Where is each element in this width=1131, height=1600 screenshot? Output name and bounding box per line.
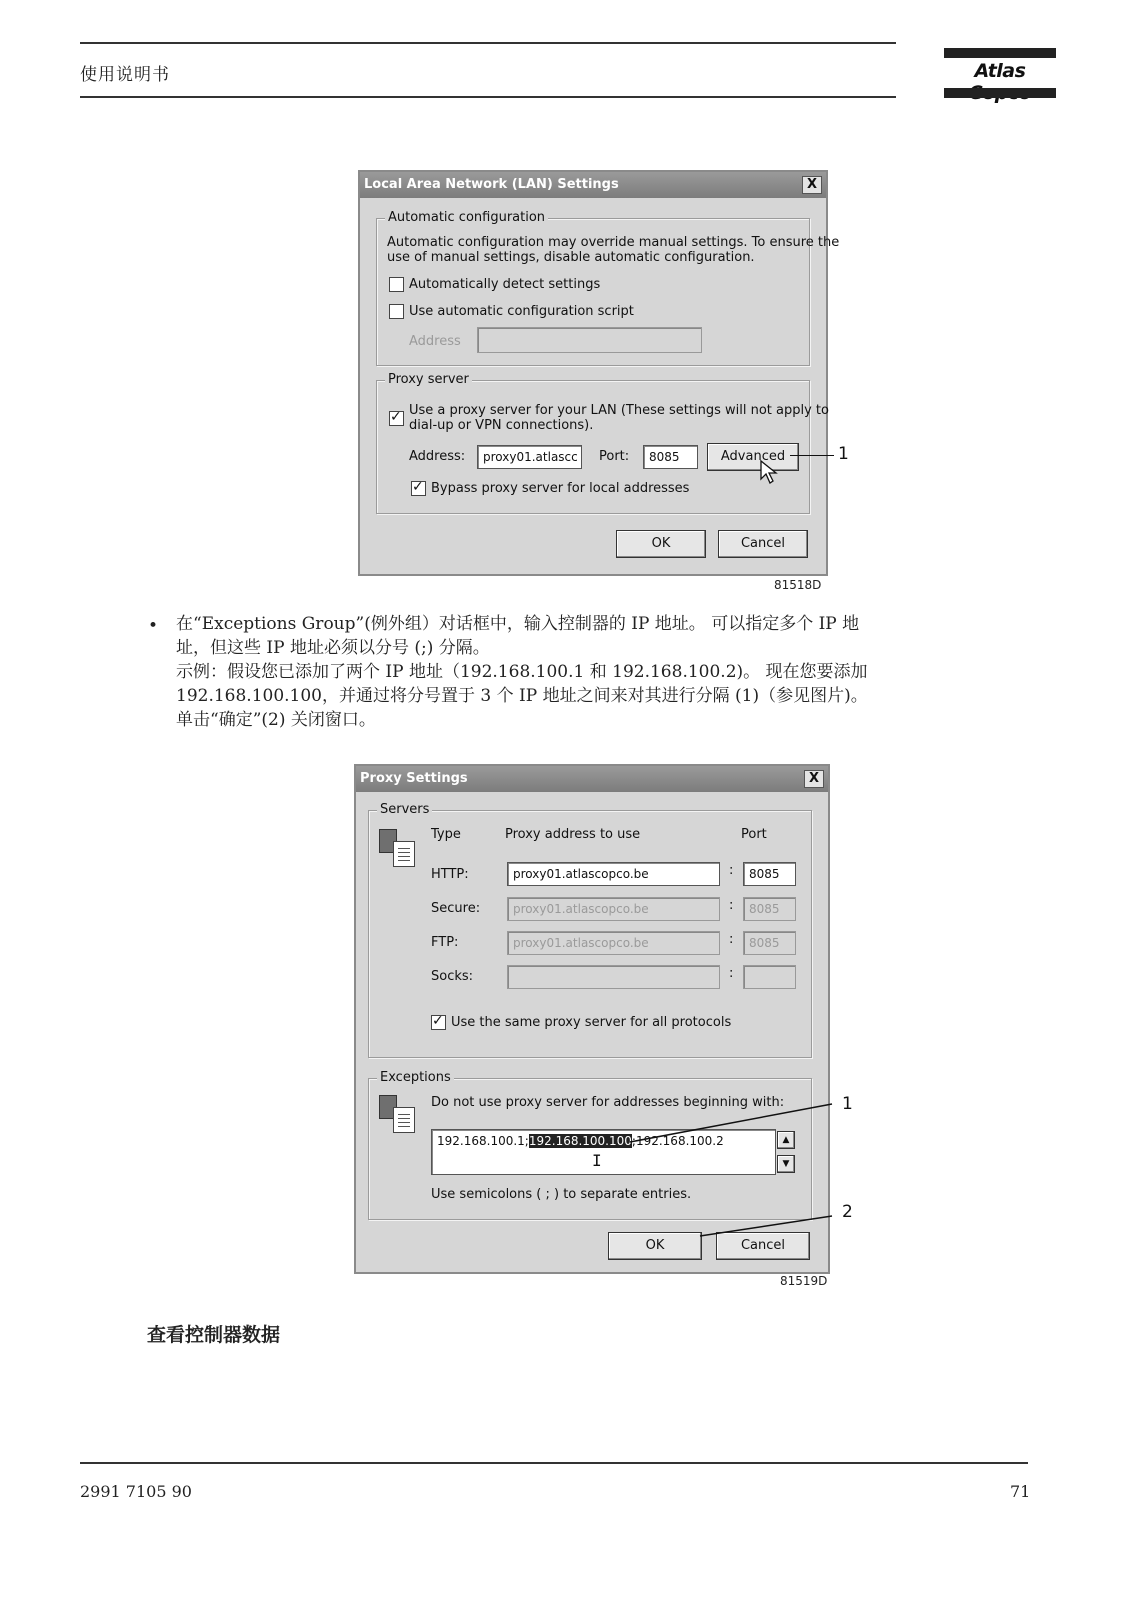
scroll-up-arrow-icon[interactable]: ▲ [777, 1131, 795, 1149]
logo-text: Atlas [974, 60, 1026, 82]
callout-1-lan: 1 [838, 444, 849, 464]
servers-group-label: Servers [377, 802, 432, 817]
proxy-port-label: Port: [599, 449, 630, 464]
lan-settings-dialog [358, 170, 840, 576]
http-type-label: HTTP: [431, 867, 469, 882]
auto-group-label: Automatic configuration [385, 210, 548, 225]
footer-rule [80, 1462, 1028, 1464]
use-proxy-checkbox[interactable] [389, 411, 404, 426]
ftp-port-input[interactable]: 8085 [743, 931, 796, 955]
servers-group [368, 802, 812, 1058]
socks-port-input[interactable] [743, 965, 796, 989]
socks-address-input[interactable] [507, 965, 720, 989]
secure-colon: : [729, 898, 734, 913]
close-icon[interactable]: X [804, 770, 824, 788]
proxy-group-label: Proxy server [385, 372, 472, 387]
exceptions-text-selected: 192.168.100.100 [528, 1134, 632, 1148]
instruction-line-4: 192.168.100.100，并通过将分号置于 3 个 IP 地址之间来对其进行分隔 (1)（参见图片)。 [176, 686, 868, 706]
lan-ok-button[interactable]: OK [616, 530, 706, 558]
exceptions-desc: Do not use proxy server for addresses beginning with: [431, 1095, 785, 1110]
network-server-icon [379, 829, 415, 867]
bypass-checkbox[interactable] [411, 481, 426, 496]
bypass-label: Bypass proxy server for local addresses [431, 481, 690, 496]
same-proxy-checkbox[interactable] [431, 1015, 446, 1030]
col-port-header: Port [741, 827, 767, 842]
callout-2-ok: 2 [842, 1202, 853, 1222]
network-server-icon [379, 1095, 415, 1133]
ftp-address-input[interactable]: proxy01.atlascopco.be [507, 931, 720, 955]
proxy-dialog-title: Proxy Settings [356, 766, 828, 792]
col-address-header: Proxy address to use [505, 827, 641, 842]
mouse-pointer-icon [759, 459, 779, 485]
auto-detect-checkbox[interactable] [389, 277, 404, 292]
header-top-rule [80, 42, 896, 44]
section-title: 查看控制器数据 [147, 1324, 281, 1346]
proxy-cancel-button[interactable]: Cancel [716, 1232, 810, 1260]
atlas-copco-logo [944, 44, 1056, 100]
exceptions-text-part3: ;192.168.100.2 [631, 1134, 724, 1148]
header-bottom-rule [80, 96, 896, 98]
http-port-input[interactable]: 8085 [743, 862, 796, 886]
http-colon: : [729, 863, 734, 878]
proxy-server-group [376, 372, 829, 514]
auto-detect-label: Automatically detect settings [409, 277, 601, 292]
scroll-down-arrow-icon[interactable]: ▼ [777, 1155, 795, 1173]
figure-id-81519d: 81519D [780, 1274, 828, 1288]
ftp-colon: : [729, 932, 734, 947]
proxy-address-label: Address: [409, 449, 466, 464]
callout-lines-proxy [620, 1090, 840, 1250]
footer-doc-number: 2991 7105 90 [80, 1482, 192, 1501]
header-title: 使用说明书 [80, 65, 170, 85]
close-icon[interactable]: X [802, 176, 822, 194]
auto-script-checkbox[interactable] [389, 304, 404, 319]
instruction-line-2: 址，但这些 IP 地址必须以分号 (;) 分隔。 [176, 638, 490, 658]
text-cursor-icon: I [592, 1151, 602, 1170]
same-proxy-label: Use the same proxy server for all protocols [451, 1015, 732, 1030]
lan-dialog-title: Local Area Network (LAN) Settings [360, 172, 826, 198]
automatic-configuration-group [376, 210, 840, 366]
figure-id-81518d: 81518D [774, 578, 822, 592]
socks-type-label: Socks: [431, 969, 474, 984]
socks-colon: : [729, 966, 734, 981]
auto-script-label: Use automatic configuration script [409, 304, 634, 319]
ftp-type-label: FTP: [431, 935, 459, 950]
exceptions-text-part1: 192.168.100.1; [437, 1134, 529, 1148]
instruction-line-1: 在“Exceptions Group”(例外组）对话框中，输入控制器的 IP 地址。 可以指定多个 IP 地 [176, 614, 860, 634]
auto-desc-line2: use of manual settings, disable automatic configuration. [387, 250, 755, 265]
auto-desc-line1: Automatic configuration may override manual settings. To ensure the [387, 235, 840, 250]
col-type-header: Type [431, 827, 461, 842]
use-proxy-line1: Use a proxy server for your LAN (These settings will not apply to [409, 403, 829, 418]
use-proxy-line2: dial-up or VPN connections). [409, 418, 594, 433]
lan-cancel-button[interactable]: Cancel [718, 530, 808, 558]
callout-line-advanced [790, 455, 834, 456]
semicolons-hint: Use semicolons ( ; ) to separate entries. [431, 1187, 692, 1202]
proxy-port-input[interactable]: 8085 [643, 445, 698, 469]
bullet-marker: • [148, 616, 159, 636]
instruction-line-5: 单击“确定”(2) 关闭窗口。 [176, 710, 376, 730]
secure-address-input[interactable]: proxy01.atlascopco.be [507, 897, 720, 921]
proxy-ok-button[interactable]: OK [608, 1232, 702, 1260]
callout-1-exceptions: 1 [842, 1094, 853, 1114]
http-address-input[interactable]: proxy01.atlascopco.be [507, 862, 720, 886]
footer-page-number: 71 [1010, 1482, 1031, 1501]
advanced-button[interactable]: Advanced [707, 443, 799, 471]
auto-address-label: Address [409, 334, 461, 349]
proxy-address-input[interactable]: proxy01.atlascc [477, 445, 582, 469]
auto-address-field[interactable] [477, 327, 702, 353]
exceptions-group-label: Exceptions [377, 1070, 454, 1085]
secure-port-input[interactable]: 8085 [743, 897, 796, 921]
instruction-line-3: 示例：假设您已添加了两个 IP 地址（192.168.100.1 和 192.168.100.2)。 现在您要添加 [176, 662, 868, 682]
secure-type-label: Secure: [431, 901, 481, 916]
